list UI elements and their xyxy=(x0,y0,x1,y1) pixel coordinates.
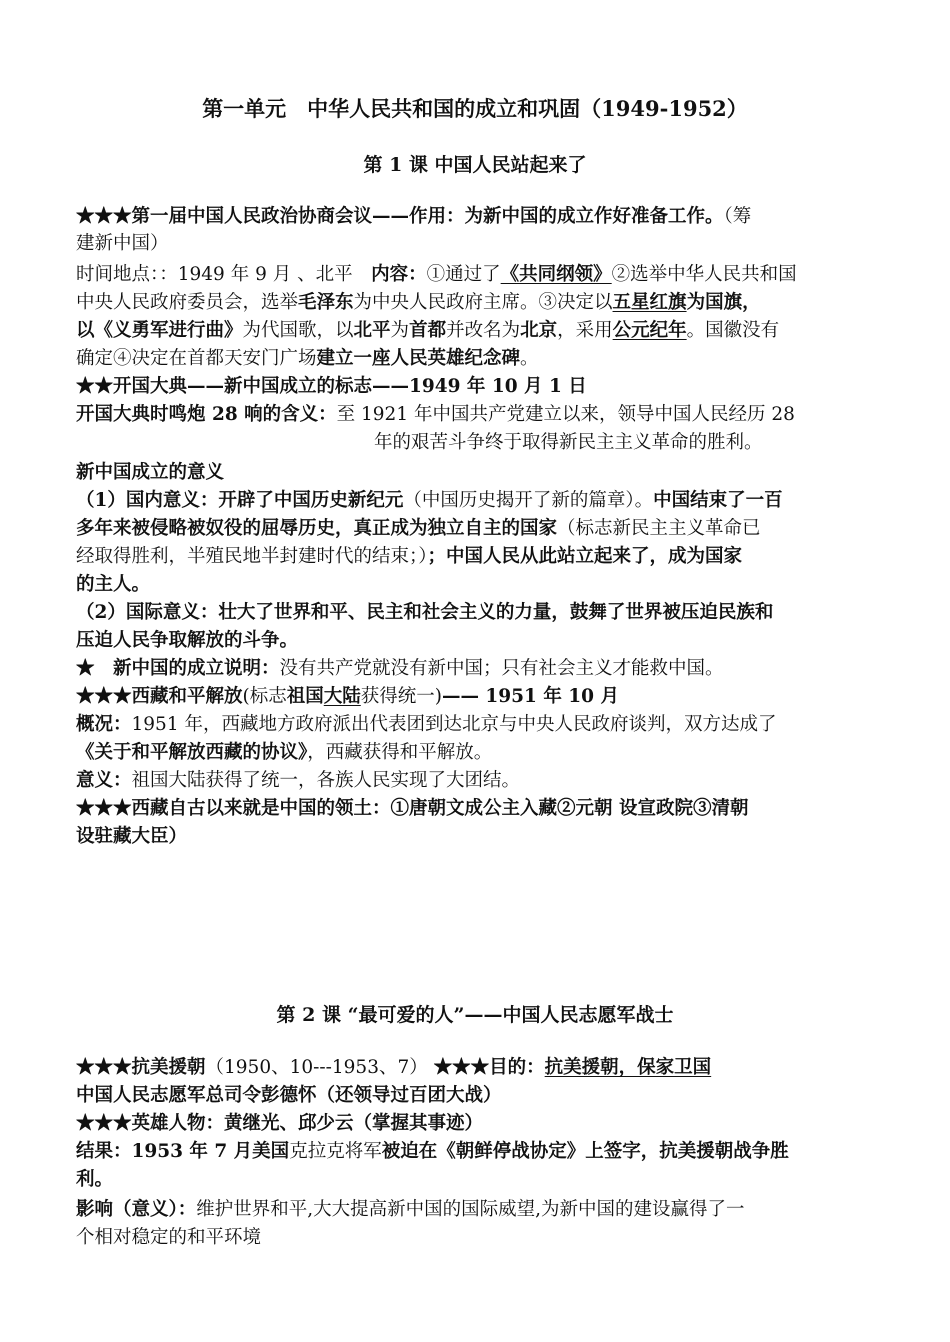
text-line: 以《义勇军进行曲》为代国歌，以北平为首都并改名为北京，采用公元纪年。国徽没有 xyxy=(76,320,780,341)
unit-title: 第一单元 中华人民共和国的成立和巩固（1949-1952） xyxy=(202,96,748,121)
text-line: ★★开国大典——新中国成立的标志——1949 年 10 月 1 日 xyxy=(76,376,587,397)
text-line: 压迫人民争取解放的斗争。 xyxy=(76,630,299,651)
text-line: 多年来被侵略被奴役的屈辱历史，真正成为独立自主的国家（标志新民主主义革命已 xyxy=(76,518,761,539)
text-line: 建新中国） xyxy=(76,233,169,254)
text-line: （1）国内意义：开辟了中国历史新纪元（中国历史揭开了新的篇章）。中国结束了一百 xyxy=(76,490,783,511)
text-line: 《关于和平解放西藏的协议》，西藏获得和平解放。 xyxy=(76,742,493,763)
text-line: 的主人。 xyxy=(76,574,151,595)
text-line: 新中国成立的意义 xyxy=(76,462,225,483)
text-line: 中国人民志愿军总司令彭德怀（还领导过百团大战） xyxy=(76,1085,502,1106)
text-line: 概况：1951 年，西藏地方政府派出代表团到达北京与中央人民政府谈判，双方达成了 xyxy=(76,714,777,735)
text-line: 设驻藏大臣） xyxy=(76,826,188,847)
text-line: ★★★抗美援朝（1950、10---1953、7） ★★★目的：抗美援朝，保家卫国 xyxy=(76,1057,712,1078)
text-line: 中央人民政府委员会，选举毛泽东为中央人民政府主席。③决定以五星红旗为国旗， xyxy=(76,292,761,313)
lesson2-title: 第 2 课 “最可爱的人”——中国人民志愿军战士 xyxy=(276,1004,674,1026)
text-line: 时间地点：：1949 年 9 月 、北平 内容：①通过了《共同纲领》②选举中华人民共和国 xyxy=(76,264,797,285)
text-line: 开国大典时鸣炮 28 响的含义：至 1921 年中国共产党建立以来，领导中国人民经历 28 xyxy=(76,404,795,425)
lesson1-title: 第 1 课 中国人民站起来了 xyxy=(363,154,587,176)
text-line: 意义：祖国大陆获得了统一，各族人民实现了大团结。 xyxy=(76,770,521,791)
text-line: ★★★英雄人物：黄继光、邱少云（掌握其事迹） xyxy=(76,1113,484,1134)
text-line: ★★★西藏和平解放(标志祖国大陆获得统一)—— 1951 年 10 月 xyxy=(76,686,619,707)
text-line: 确定④决定在首都天安门广场建立一座人民英雄纪念碑。 xyxy=(76,348,539,369)
text-line: 个相对稳定的和平环境 xyxy=(76,1227,262,1248)
text-line: ★★★西藏自古以来就是中国的领土：①唐朝文成公主入藏②元朝 设宣政院③清朝 xyxy=(76,798,749,819)
text-line: 结果：1953 年 7 月美国克拉克将军被迫在《朝鲜停战协定》上签字，抗美援朝战争胜 xyxy=(76,1141,789,1162)
text-line: 经取得胜利，半殖民地半封建时代的结束；）；中国人民从此站立起来了，成为国家 xyxy=(76,546,743,567)
text-line: 利。 xyxy=(76,1169,114,1190)
text-line: ★ 新中国的成立说明：没有共产党就没有新中国；只有社会主义才能救中国。 xyxy=(76,658,724,679)
text-line: （2）国际意义：壮大了世界和平、民主和社会主义的力量，鼓舞了世界被压迫民族和 xyxy=(76,602,774,623)
text-line: 年的艰苦斗争终于取得新民主主义革命的胜利。 xyxy=(374,432,763,453)
text-line: 影响（意义）：维护世界和平,大大提高新中国的国际威望,为新中国的建设赢得了一 xyxy=(76,1199,745,1220)
text-line: ★★★第一届中国人民政治协商会议——作用：为新中国的成立作好准备工作。（筹 xyxy=(76,206,752,227)
